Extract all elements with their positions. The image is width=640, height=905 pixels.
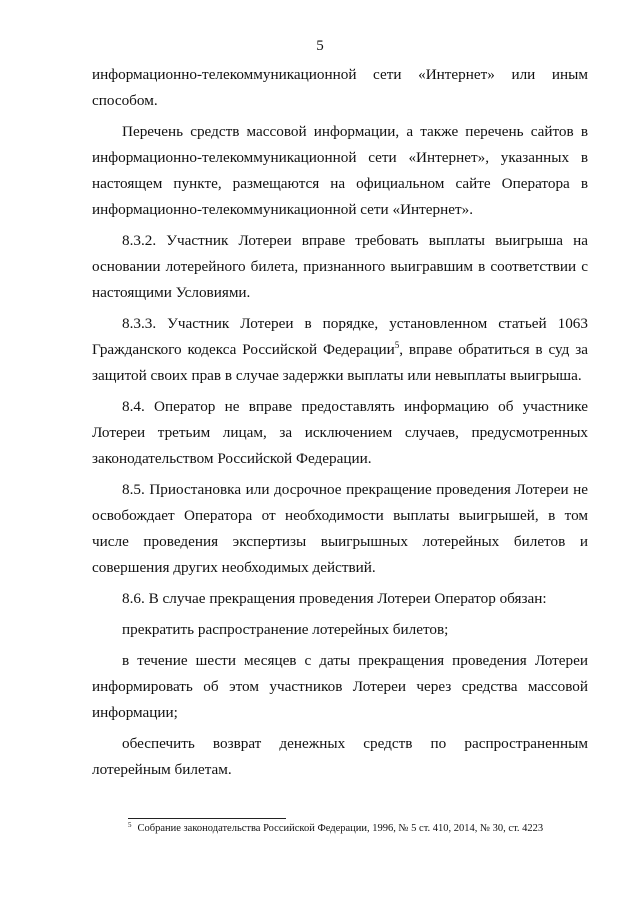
document-body bbox=[92, 62, 588, 788]
paragraph-8-3-2: 8.3.2. Участник Лотереи вправе требовать выплаты выигрыша на основании лотерейного билета, признанного выигравшим в соответствии с настоящими Условиями. bbox=[92, 232, 588, 301]
paragraph-8-3-3 bbox=[92, 311, 588, 389]
paragraph-8-6-item-2: в течение шести месяцев с даты прекращения проведения Лотереи информировать об этом участников Лотереи через средства массовой информации; bbox=[92, 652, 588, 721]
paragraph-8-3-3-text-end: , вправе обратиться в суд за защитой своих прав в случае задержки выплаты или невыплаты выигрыша. bbox=[92, 341, 588, 384]
page-number: 5 bbox=[316, 38, 324, 54]
footnote bbox=[128, 822, 588, 836]
footnote-reference: 5 bbox=[394, 339, 400, 350]
paragraph-8-6-item-1: прекратить распространение лотерейных билетов; bbox=[122, 621, 449, 638]
paragraph-8-4: 8.4. Оператор не вправе предоставлять информацию об участнике Лотереи третьим лицам, за исключением случаев, предусмотренных законодательством Российской Федерации. bbox=[92, 398, 588, 467]
footnote-divider bbox=[128, 818, 286, 819]
paragraph-media-list: Перечень средств массовой информации, а также перечень сайтов в информационно-телекоммуникационной сети «Интернет», указанных в настоящем пункте, размещаются на официальном сайте Оператора в информационно-телекоммуникационной сети «Интернет». bbox=[92, 123, 588, 218]
paragraph-8-6-item-3: обеспечить возврат денежных средств по распространенным лотерейным билетам. bbox=[92, 735, 588, 778]
footnote-marker: 5 bbox=[128, 820, 132, 829]
paragraph-8-6: 8.6. В случае прекращения проведения Лотереи Оператор обязан: bbox=[122, 590, 547, 607]
paragraph-continuation: информационно-телекоммуникационной сети «Интернет» или иным способом. bbox=[92, 66, 588, 109]
paragraph-8-5: 8.5. Приостановка или досрочное прекращение проведения Лотереи не освобождает Оператора от необходимости выплаты выигрышей, в том числе проведения экспертизы выигрышных лотерейных билетов и совершения других необходимых действий. bbox=[92, 481, 588, 576]
paragraph-8-3-3-text-start: 8.3.3. Участник Лотереи в порядке, установленном статьей 1063 Гражданского кодекса Российской Федерации bbox=[92, 315, 588, 358]
footnote-text: Собрание законодательства Российской Федерации, 1996, № 5 ст. 410, 2014, № 30, ст. 4223 bbox=[137, 823, 544, 834]
